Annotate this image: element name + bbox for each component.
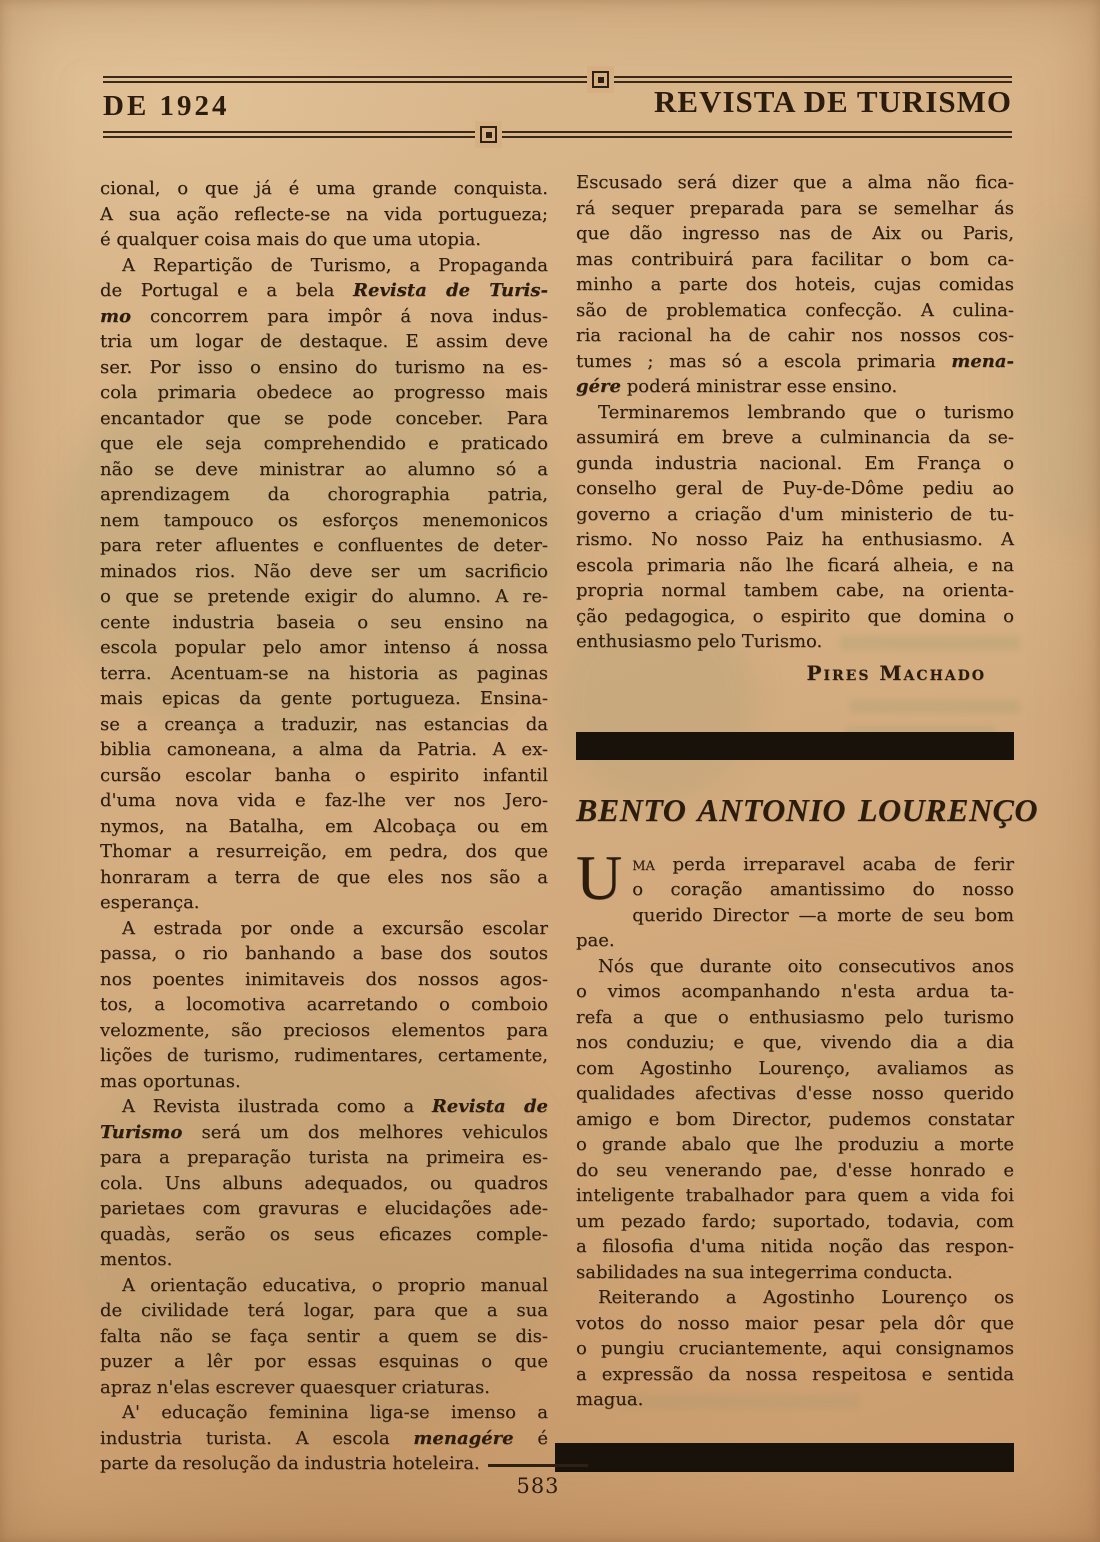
text-line: A Repartição de Turismo, a Propaganda [122, 254, 548, 276]
text-line: ser. Por isso o ensino do turismo na es- [100, 356, 548, 378]
text-line: conselho geral de Puy-de-Dôme pediu ao [576, 478, 1014, 499]
text-line: encantador que se pode conceber. Para [100, 407, 548, 429]
text-line: mas oportunas. [100, 1070, 241, 1092]
text-line: cola. Uns albuns adequados, ou quadros [100, 1172, 548, 1194]
paragraph [100, 176, 548, 253]
text-line: nos poentes inimitaveis dos nossos agos- [100, 968, 548, 990]
emphasis-text: mena- [951, 350, 1014, 372]
text-line: governo a criação d'um ministerio de tu- [576, 503, 1014, 525]
issue-date: DE 1924 [103, 90, 230, 122]
text-line: quadàs, serão os seus eficazes comple- [100, 1223, 548, 1245]
text-line: enthusiasmo pelo Turismo. [576, 631, 823, 652]
text-line: Thomar a resurreição, em pedra, dos que [100, 841, 548, 862]
text-line: a filosofia d'uma nitida noção das respon- [576, 1236, 1014, 1257]
text-line: d'uma nova vida e faz-lhe ver nos Jero- [100, 790, 548, 811]
text-line: cursão escolar banha o espirito infantil [100, 764, 548, 786]
paragraph [576, 1285, 1014, 1413]
emphasis-text: mo [100, 305, 132, 327]
text-line: qualidades afectivas d'esse nosso querido [576, 1083, 1014, 1104]
paragraph [576, 170, 1014, 400]
text-line: mentos. [100, 1249, 173, 1270]
text-line: de civilidade terá logar, para que a sua [100, 1300, 548, 1321]
text-line: A orientação educativa, o proprio manual [122, 1274, 548, 1296]
text-line: parietaes com gravuras e elucidações ade- [100, 1198, 548, 1219]
author-signature: Pires Machado [806, 660, 986, 685]
text-line: mo concorrem para impôr á nova indus- [100, 305, 548, 327]
paragraph [576, 954, 1014, 1286]
emphasis-text: Revista de [431, 1096, 549, 1117]
paragraph [576, 841, 1014, 954]
text-line: de Portugal e a bela Revista de Turis- [100, 280, 548, 301]
text-line: velozmente, são preciosos elementos para [100, 1019, 548, 1041]
text-line: honraram a terra de que eles nos são a [100, 866, 548, 888]
paper-stain [1010, 220, 1100, 540]
text-line: nymos, na Batalha, em Alcobaça ou em [100, 815, 548, 837]
article-column-right [576, 170, 1038, 1472]
text-line: inteligente trabalhador para quem a vida foi [576, 1185, 1014, 1206]
page-number: 583 [516, 1474, 560, 1498]
text-line: refa a que o enthusiasmo pelo turismo [576, 1006, 1014, 1028]
text-line: falta não se faça sentir a quem se dis- [100, 1325, 548, 1347]
text-line: Turismo será um dos melhores vehiculos [100, 1121, 548, 1143]
text-line: gunda industria nacional. Em França o [576, 452, 1014, 474]
text-line: o pungiu cruciantemente, aqui consignamos [576, 1338, 1014, 1359]
text-line: a expressão da nossa respeitosa e sentida [576, 1363, 1014, 1385]
text-line: votos do nosso maior pesar pela dôr que [576, 1312, 1014, 1334]
paragraph [576, 400, 1014, 655]
header-rule-top [103, 76, 1012, 83]
text-line: Escusado será dizer que a alma não fica- [576, 172, 1014, 193]
article-column-left [100, 176, 548, 1477]
text-line: minho a parte dos hoteis, cujas comidas [576, 274, 1014, 295]
text-line: querido Director —a morte de seu bom pae. [576, 904, 1014, 951]
header-rule-bottom [103, 131, 1012, 138]
text-line: escola primaria não lhe ficará alheia, e na [576, 554, 1014, 576]
text-line: são de problematica confecção. A culina- [576, 299, 1014, 321]
footer-rule [488, 1464, 588, 1467]
text-line: amigo e bom Director, pudemos constatar [576, 1108, 1014, 1130]
text-line: cola primaria obedece ao progresso mais [100, 382, 548, 403]
text-line: passa, o rio banhando a base dos soutos [100, 943, 548, 964]
text-line: parte da resolução da industria hoteleira. [100, 1453, 480, 1474]
paragraph [100, 916, 548, 1095]
square-ornament-icon [480, 126, 497, 143]
text-line: magua. [576, 1389, 644, 1410]
text-line: assumirá em breve a culminancia da se- [576, 427, 1014, 448]
text-line: A' educação feminina liga-se imenso a [122, 1402, 548, 1423]
text-line: A Revista ilustrada como a Revista de [122, 1096, 549, 1117]
text-line: é qualquer coisa mais do que uma utopia. [100, 229, 482, 250]
text-line: biblia camoneana, a alma da Patria. A ex- [100, 739, 548, 760]
journal-title: REVISTA DE TURISMO [654, 84, 1012, 119]
text-line: rismo. No nosso Paiz ha enthusiasmo. A [576, 529, 1014, 550]
text-line: para a preparação turista na primeira es- [100, 1147, 548, 1168]
section-divider-bar [576, 732, 1014, 760]
text-line: propria normal tambem cabe, na orienta- [576, 580, 1014, 601]
paragraph [100, 253, 548, 916]
text-line: com Agostinho Lourenço, avaliamos as [576, 1057, 1014, 1079]
text-line: cional, o que já é uma grande conquista. [100, 178, 548, 199]
text-line: do seu venerando pae, d'esse honrado e [576, 1159, 1014, 1181]
text-line: A sua ação reflecte-se na vida portugueza; [100, 203, 548, 225]
text-line: tria um logar de destaque. E assim deve [100, 331, 548, 352]
small-caps-text: ma [632, 853, 655, 875]
text-line: escola popular pelo amor intenso á nossa [100, 637, 548, 658]
paragraph [100, 1273, 548, 1401]
text-line: aprendizagem da chorographia patria, [100, 484, 548, 505]
paragraph [100, 1400, 548, 1477]
text-line: terra. Acentuam-se na historia as paginas [100, 662, 548, 684]
text-line: sabilidades na sua integerrima conducta. [576, 1261, 953, 1283]
text-line: mais epicas da gente portugueza. Ensina- [100, 688, 548, 709]
text-line: lições de turismo, rudimentares, certamente, [100, 1045, 548, 1066]
text-line: ria racional ha de cahir nos nossos cos- [576, 325, 1014, 346]
emphasis-text: gére [576, 376, 621, 397]
text-line: se a creança a traduzir, nas estancias da [100, 713, 548, 735]
text-line: nem tampouco os esforços menemonicos [100, 509, 548, 531]
section-divider-bar [555, 1443, 1014, 1472]
paragraph [100, 1094, 548, 1273]
text-line: que dão ingresso nas de Aix ou Paris, [576, 223, 1014, 244]
text-line: o coração amantissimo do nosso [632, 879, 1014, 900]
drop-cap: U [576, 841, 623, 913]
emphasis-text: Revista de Turis- [353, 280, 548, 301]
text-line: tumes ; mas só a escola primaria mena- [576, 350, 1014, 372]
text-line: ma perda irreparavel acaba de ferir [632, 853, 1014, 875]
text-line: gére poderá ministrar esse ensino. [576, 376, 898, 397]
text-line: para reter afluentes e confluentes de deter- [100, 535, 548, 556]
text-line: o vimos acompanhando n'esta ardua ta- [576, 981, 1014, 1002]
text-line: ção pedagogica, o espirito que domina o [576, 605, 1014, 627]
text-line: puzer a lêr por essas esquinas o que [100, 1351, 548, 1372]
text-line: Terminaremos lembrando que o turismo [598, 401, 1014, 423]
text-line: não se deve ministrar ao alumno só a [100, 458, 548, 480]
text-line: nos conduziu; e que, vivendo dia a dia [576, 1032, 1014, 1053]
text-line: apraz n'elas escrever quaesquer criaturas. [100, 1376, 490, 1398]
text-line: cente industria baseia o seu ensino na [100, 611, 548, 633]
text-line: um pezado fardo; suportado, todavia, com [576, 1210, 1014, 1232]
article-title: BENTO ANTONIO LOURENÇO [576, 791, 1038, 828]
text-line: minados rios. Não deve ser um sacrificio [100, 560, 548, 582]
text-line: Reiterando a Agostinho Lourenço os [598, 1287, 1014, 1308]
text-line: rá sequer preparada para se semelhar ás [576, 197, 1014, 219]
text-line: o que se pretende exigir do alumno. A re- [100, 586, 548, 607]
square-ornament-icon [592, 71, 609, 88]
emphasis-text: Turismo [100, 1121, 183, 1143]
text-line: A estrada por onde a excursão escolar [122, 917, 548, 939]
emphasis-text: menagére [413, 1427, 514, 1449]
text-line: esperança. [100, 892, 200, 913]
text-line: mas contribuirá para facilitar o bom ca- [576, 248, 1014, 270]
text-line: tos, a locomotiva acarretando o comboio [100, 994, 548, 1015]
text-line: que ele seja comprehendido e praticado [100, 433, 548, 454]
text-line: Nós que durante oito consecutivos anos [598, 955, 1014, 977]
text-line: o grande abalo que lhe produziu a morte [576, 1134, 1014, 1155]
text-line: industria turista. A escola menagére é [100, 1427, 548, 1449]
